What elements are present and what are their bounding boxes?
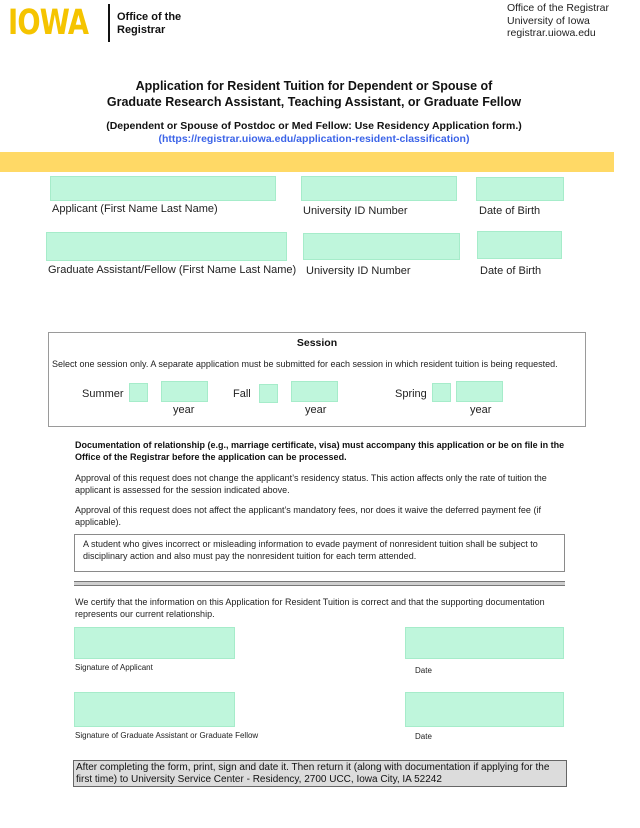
title-line-1: Application for Resident Tuition for Dependent or Spouse of — [135, 79, 493, 93]
applicant-date-field[interactable] — [405, 627, 564, 659]
summer-year-label: year — [173, 404, 195, 416]
applicant-signature-field[interactable] — [74, 627, 235, 659]
applicant-dob-label: Date of Birth — [479, 205, 541, 217]
assistant-signature-field[interactable] — [74, 692, 235, 727]
spring-label: Spring — [395, 388, 427, 400]
warning-text: A student who gives incorrect or misleading information to evade payment of nonresident tuition shall be subject to disciplinary action and also must pay the nonresident tuition for each term attended. — [83, 539, 538, 561]
postdoc-note: (Dependent or Spouse of Postdoc or Med Fellow: Use Residency Application form.) — [106, 120, 522, 132]
applicant-id-field[interactable] — [301, 176, 457, 201]
fall-year-label: year — [305, 404, 327, 416]
residency-link[interactable]: (https://registrar.uiowa.edu/application-resident-classification) — [158, 132, 470, 145]
assistant-date-field[interactable] — [405, 692, 564, 727]
iowa-logo: IOWA — [8, 3, 89, 43]
section-band — [0, 152, 614, 172]
certification-text: We certify that the information on this Application for Resident Tuition is correct and that the supporting documentation represents our current relationship. — [75, 597, 545, 619]
title-note — [0, 120, 628, 145]
assistant-id-label: University ID Number — [306, 265, 411, 277]
assistant-dob-field[interactable] — [477, 231, 562, 259]
documentation-note: Documentation of relationship (e.g., marriage certificate, visa) must accompany this application or be on file in the Office of the Registrar before the application can be processed. — [75, 440, 565, 462]
spring-year-label: year — [470, 404, 492, 416]
assistant-dob-label: Date of Birth — [480, 265, 542, 277]
assistant-date-label: Date — [415, 732, 432, 741]
summer-year-field[interactable] — [161, 381, 208, 402]
mandatory-fees-note: Approval of this request does not affect the applicant’s mandatory fees, nor does it waive the deferred payment fee (if applicable). — [75, 505, 541, 527]
fall-label: Fall — [233, 388, 251, 400]
assistant-id-field[interactable] — [303, 233, 460, 260]
title-line-2: Graduate Research Assistant, Teaching Assistant, or Graduate Fellow — [106, 94, 522, 109]
applicant-date-label: Date — [415, 666, 432, 675]
summer-checkbox[interactable] — [129, 383, 148, 402]
office-name — [117, 11, 181, 37]
contact-line-3: registrar.uiowa.edu — [507, 27, 596, 39]
assistant-name-field[interactable] — [46, 232, 287, 261]
applicant-signature-label: Signature of Applicant — [75, 663, 153, 672]
applicant-name-field[interactable] — [50, 176, 276, 201]
registrar-contact — [507, 2, 609, 40]
assistant-signature-label: Signature of Graduate Assistant or Graduate Fellow — [75, 731, 259, 740]
summer-label: Summer — [82, 388, 124, 400]
contact-line-2: University of Iowa — [507, 14, 590, 27]
spring-checkbox[interactable] — [432, 383, 451, 402]
contact-line-1: Office of the Registrar — [507, 2, 609, 14]
assistant-name-label: Graduate Assistant/Fellow (First Name Last Name) — [48, 264, 297, 276]
return-instructions: After completing the form, print, sign and date it. Then return it (along with documentation if applying for the first time) to University Service Center - Residency, 2700 UCC, Iowa City, IA 52242 — [73, 760, 567, 787]
office-line-1: Office of the — [117, 11, 182, 23]
spring-year-field[interactable] — [456, 381, 503, 402]
session-title: Session — [296, 337, 338, 349]
applicant-dob-field[interactable] — [476, 177, 564, 201]
page-title — [0, 79, 628, 110]
logo-divider — [108, 4, 110, 42]
applicant-id-label: University ID Number — [303, 205, 408, 217]
office-line-2: Registrar — [117, 24, 166, 36]
session-instruction: Select one session only. A separate application must be submitted for each session in which resident tuition is being requested. — [52, 359, 558, 369]
fall-checkbox[interactable] — [259, 384, 278, 403]
section-divider — [74, 581, 565, 586]
applicant-name-label: Applicant (First Name Last Name) — [52, 203, 218, 215]
residency-status-note: Approval of this request does not change the applicant’s residency status. This action affects only the rate of tuition the applicant is assessed for the session indicated above. — [75, 473, 547, 495]
fall-year-field[interactable] — [291, 381, 338, 402]
